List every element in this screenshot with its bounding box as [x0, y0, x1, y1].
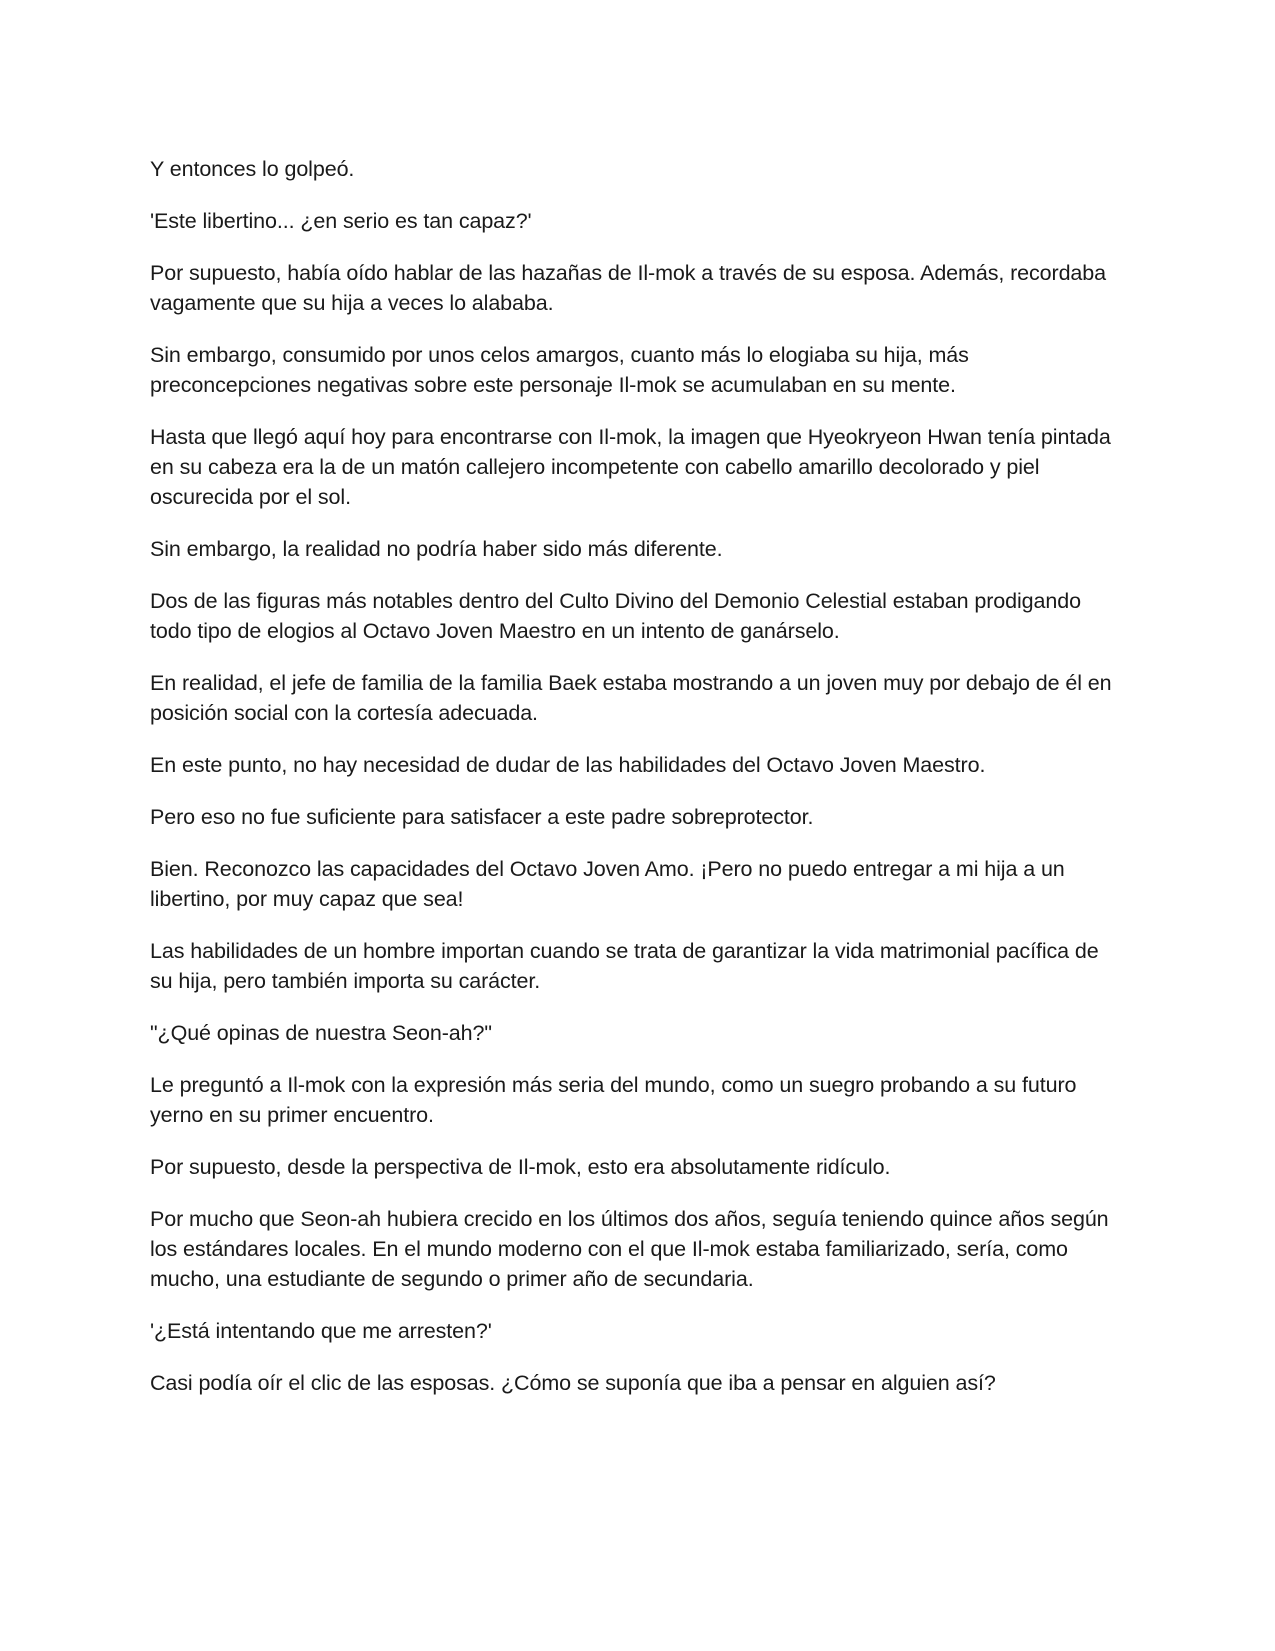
paragraph-8: En realidad, el jefe de familia de la familia Baek estaba mostrando a un joven muy por debajo de él en posición social con la cortesía adecuada.: [150, 671, 1112, 725]
paragraph-5: Hasta que llegó aquí hoy para encontrarse con Il-mok, la imagen que Hyeokryeon Hwan tenía pintada en su cabeza era la de un matón callejero incompetente con cabello amarillo decolorado y piel oscurecida por el sol.: [150, 425, 1111, 509]
paragraph-6: Sin embargo, la realidad no podría haber sido más diferente.: [150, 537, 723, 561]
paragraph-12: Las habilidades de un hombre importan cuando se trata de garantizar la vida matrimonial pacífica de su hija, pero también importa su carácter.: [150, 939, 1099, 993]
paragraph-10: Pero eso no fue suficiente para satisfacer a este padre sobreprotector.: [150, 805, 814, 829]
paragraph-4: Sin embargo, consumido por unos celos amargos, cuanto más lo elogiaba su hija, más preconcepciones negativas sobre este personaje Il-mok se acumulaban en su mente.: [150, 343, 969, 397]
document-body: [150, 154, 1125, 1420]
paragraph-11: Bien. Reconozco las capacidades del Octavo Joven Amo. ¡Pero no puedo entregar a mi hija a un libertino, por muy capaz que sea!: [150, 857, 1065, 911]
paragraph-16: Por mucho que Seon-ah hubiera crecido en los últimos dos años, seguía teniendo quince años según los estándares locales. En el mundo moderno con el que Il-mok estaba familiarizado, sería, como mucho, una estudiante de segundo o primer año de secundaria.: [150, 1207, 1109, 1291]
paragraph-17: '¿Está intentando que me arresten?': [150, 1319, 492, 1343]
paragraph-7: Dos de las figuras más notables dentro del Culto Divino del Demonio Celestial estaban prodigando todo tipo de elogios al Octavo Joven Maestro en un intento de ganárselo.: [150, 589, 1081, 643]
paragraph-2: 'Este libertino... ¿en serio es tan capaz?': [150, 209, 532, 233]
paragraph-18: Casi podía oír el clic de las esposas. ¿Cómo se suponía que iba a pensar en alguien así?: [150, 1371, 996, 1395]
paragraph-14: Le preguntó a Il-mok con la expresión más seria del mundo, como un suegro probando a su futuro yerno en su primer encuentro.: [150, 1073, 1077, 1127]
paragraph-3: Por supuesto, había oído hablar de las hazañas de Il-mok a través de su esposa. Además, recordaba vagamente que su hija a veces lo alababa.: [150, 261, 1107, 315]
paragraph-13: "¿Qué opinas de nuestra Seon-ah?": [150, 1021, 492, 1045]
paragraph-1: Y entonces lo golpeó.: [150, 157, 355, 181]
paragraph-15: Por supuesto, desde la perspectiva de Il-mok, esto era absolutamente ridículo.: [150, 1155, 891, 1179]
paragraph-9: En este punto, no hay necesidad de dudar de las habilidades del Octavo Joven Maestro.: [150, 753, 986, 777]
